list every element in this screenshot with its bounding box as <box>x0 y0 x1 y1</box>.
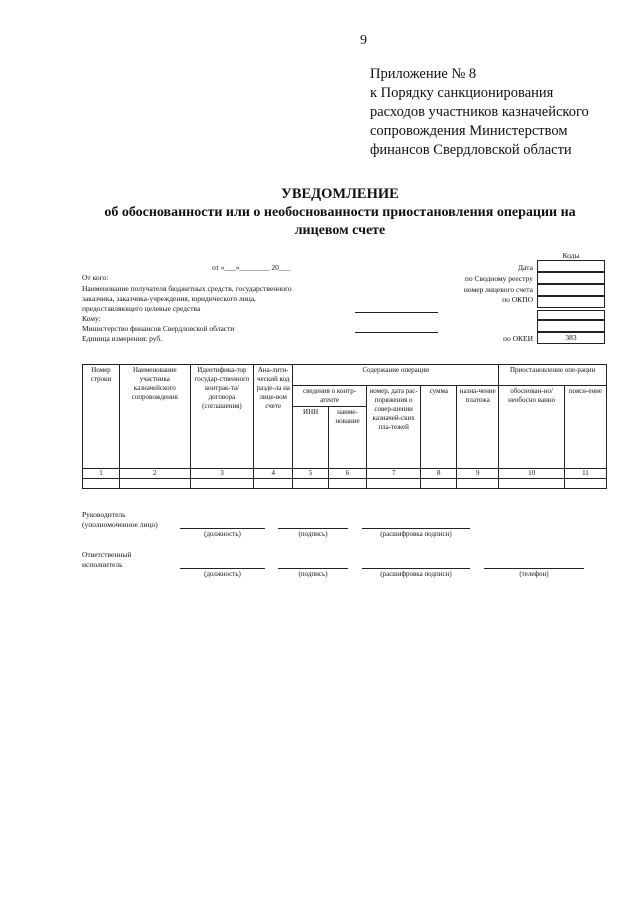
col-number: 11 <box>564 469 606 479</box>
codes-title: Коды <box>562 251 580 260</box>
unit-of-measure: Единица измерения: руб. <box>82 334 163 343</box>
th-participant: Наименование участника казначейского сопровождения <box>119 365 190 469</box>
head-signature-line <box>278 528 348 529</box>
resp-signature-caption: (подпись) <box>298 570 328 578</box>
recipient-fill-line <box>355 332 438 333</box>
th-sum: сумма <box>421 386 457 469</box>
code-box-registry <box>537 272 605 284</box>
sender-name-line: заказчика, заказчика-учреждения, юридического лица, <box>82 294 256 303</box>
table-cell <box>254 479 293 489</box>
table-cell <box>366 479 420 489</box>
col-number: 6 <box>329 469 367 479</box>
code-box-blank <box>537 310 605 320</box>
col-number: 3 <box>190 469 254 479</box>
head-signature-caption: (подпись) <box>298 530 328 538</box>
col-number: 10 <box>499 469 565 479</box>
resp-phone-line <box>484 568 584 569</box>
table-cell <box>564 479 606 489</box>
document-title: УВЕДОМЛЕНИЕ <box>281 186 399 202</box>
head-decoding-caption: (расшифровка подписи) <box>380 530 452 538</box>
resp-position-caption: (должность) <box>204 570 241 578</box>
responsible-label-line: Ответственный <box>82 550 132 559</box>
appendix-line: расходов участников казначейского <box>370 104 589 120</box>
to-label: Кому: <box>82 314 101 323</box>
head-decoding-line <box>362 528 470 529</box>
appendix-reference <box>370 65 589 160</box>
subtitle-line: об обоснованности или о необоснованности приостановления операции на <box>104 205 576 220</box>
head-position-line <box>180 528 265 529</box>
label-okei: по ОКЕИ <box>502 334 533 343</box>
col-number: 5 <box>293 469 329 479</box>
label-okpo: по ОКПО <box>502 295 533 304</box>
col-number: 9 <box>457 469 499 479</box>
resp-decoding-line <box>362 568 470 569</box>
th-contract-id: Идентифика-тор государ-ственного контрак-та/договора (соглашения) <box>190 365 254 469</box>
head-label-line: Руководитель <box>82 510 126 519</box>
table-cell <box>457 479 499 489</box>
th-purpose: назна-чение платежа <box>457 386 499 469</box>
table-cell <box>293 479 329 489</box>
recipient-name: Министерство финансов Свердловской области <box>82 324 235 333</box>
sender-name-line: предоставляющего целевые средства <box>82 304 201 313</box>
appendix-line: финансов Свердловской области <box>370 142 572 158</box>
resp-decoding-caption: (расшифровка подписи) <box>380 570 452 578</box>
resp-signature-line <box>278 568 348 569</box>
resp-position-line <box>180 568 265 569</box>
page-number: 9 <box>360 33 367 48</box>
col-number: 8 <box>421 469 457 479</box>
col-number: 4 <box>254 469 293 479</box>
col-number: 2 <box>119 469 190 479</box>
th-inn: ИНН <box>293 407 329 469</box>
th-suspension: Приостановление опе-рации <box>499 365 607 386</box>
resp-phone-caption: (телефон) <box>519 570 549 578</box>
responsible-label <box>82 550 131 570</box>
label-date: Дата <box>518 263 533 272</box>
code-box-okei: 383 <box>537 332 605 344</box>
code-box-date <box>537 260 605 272</box>
table-cell <box>83 479 120 489</box>
date-line: от «___»________ 20___ <box>212 263 291 272</box>
appendix-line: сопровождения Министерством <box>370 123 568 139</box>
th-name: наиме-нование <box>329 407 367 469</box>
label-registry: по Сводному реестру <box>464 274 533 283</box>
appendix-line: к Порядку санкционирования <box>370 85 554 101</box>
table-cell <box>119 479 190 489</box>
head-label-line: (уполномоченное лицо) <box>82 520 158 529</box>
col-number: 1 <box>83 469 120 479</box>
table-cell <box>190 479 254 489</box>
document-subtitle <box>60 204 620 240</box>
operations-table <box>82 364 607 489</box>
code-box-account <box>537 284 605 296</box>
head-label <box>82 510 158 530</box>
appendix-line: Приложение № 8 <box>370 66 477 82</box>
th-explanation: поясн-ение <box>564 386 606 469</box>
sender-fill-line <box>355 312 438 313</box>
head-position-caption: (должность) <box>204 530 241 538</box>
th-analytic-code: Ана-лити-ческий код разде-ла на лице-вом счете <box>254 365 293 469</box>
code-box-okpo <box>537 296 605 308</box>
table-cell <box>499 479 565 489</box>
label-account: номер лицевого счета <box>463 285 533 294</box>
table-cell <box>421 479 457 489</box>
th-counterparty: сведения о контр-агенте <box>293 386 367 407</box>
th-operation-content: Содержание операции <box>293 365 499 386</box>
col-number: 7 <box>366 469 420 479</box>
th-justification: обоснован-но/необосно ванно <box>499 386 565 469</box>
sender-name-line: Наименование получателя бюджетных средств, государственного <box>82 284 292 293</box>
th-row-number: Номер строки <box>83 365 120 469</box>
subtitle-line: лицевом счете <box>294 223 386 238</box>
from-label: От кого: <box>82 273 109 282</box>
th-order-number: номер, дата рас-поряжения о совер-шении казначей-ских пла-тежей <box>366 386 420 469</box>
responsible-label-line: исполнитель <box>82 560 123 569</box>
code-box-blank2 <box>537 320 605 332</box>
table-cell <box>329 479 367 489</box>
